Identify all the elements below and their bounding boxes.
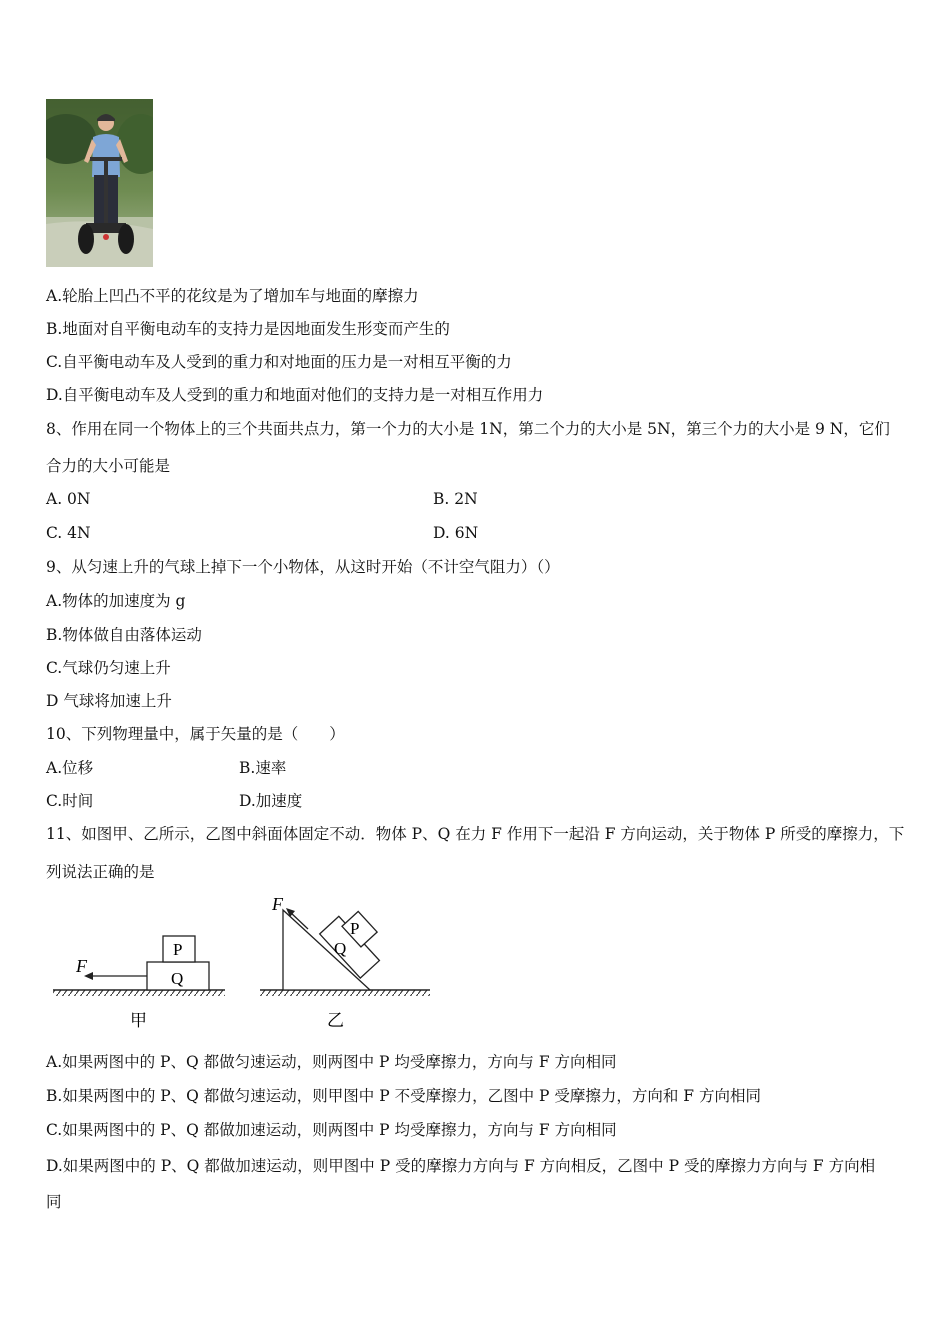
q10-option-d: D.加速度 [239,792,303,810]
q7-option-c: C.自平衡电动车及人受到的重力和对地面的压力是一对相互平衡的力 [46,353,512,371]
q7-option-a: A.轮胎上凹凸不平的花纹是为了增加车与地面的摩擦力 [46,287,419,305]
q10-option-b: B.速率 [239,759,287,777]
label-f-left: F [76,956,87,976]
label-q-right: Q [334,939,347,958]
caption-jia: 甲 [130,1011,147,1031]
q9-option-a: A.物体的加速度为 g [46,592,186,610]
q9-stem: 9、从匀速上升的气球上掉下一个小物体，从这时开始（不计空气阻力）（） [46,558,560,576]
q8-stem-line1: 8、作用在同一个物体上的三个共面共点力，第一个力的大小是 1N，第二个力的大小是 5N，第三个力的大小是 9 N，它们 [46,420,890,438]
ground-right [260,990,430,996]
q9-option-d: D 气球将加速上升 [46,692,172,710]
q11-option-d: D.如果两图中的 P、Q 都做加速运动，则甲图中 P 受的摩擦力方向与 F 方向相反，乙图中 P 受的摩擦力方向与 F 方向相 [46,1157,876,1175]
label-f-right: F [272,894,283,914]
label-q-left: Q [171,969,184,988]
q8-option-c: C. 4N [46,524,91,542]
q11-stem-line2: 列说法正确的是 [46,863,155,881]
q9-option-b: B.物体做自由落体运动 [46,626,202,644]
label-p-left: P [173,940,183,959]
segway-rider-photo [46,99,153,267]
q9-option-c: C.气球仍匀速上升 [46,659,171,677]
q11-option-d-wrap: 同 [46,1193,62,1211]
q11-stem-line1: 11、如图甲、乙所示，乙图中斜面体固定不动．物体 P、Q 在力 F 作用下一起沿 F 方向运动，关于物体 P 所受的摩擦力，下 [46,825,905,843]
friction-figure [40,890,450,1040]
q8-option-d: D. 6N [433,524,479,542]
q8-option-a: A. 0N [46,490,91,508]
ground-left [53,990,225,996]
q7-option-b: B.地面对自平衡电动车的支持力是因地面发生形变而产生的 [46,320,450,338]
caption-yi: 乙 [327,1011,344,1031]
q10-option-c: C.时间 [46,792,94,810]
q10-option-a: A.位移 [46,759,94,777]
q11-option-a: A.如果两图中的 P、Q 都做匀速运动，则两图中 P 均受摩擦力，方向与 F 方向相同 [46,1053,617,1071]
q10-stem: 10、下列物理量中，属于矢量的是（ ） [46,725,345,743]
q11-option-b: B.如果两图中的 P、Q 都做匀速运动，则甲图中 P 不受摩擦力，乙图中 P 受摩擦力，方向和 F 方向相同 [46,1087,761,1105]
q7-option-d: D.自平衡电动车及人受到的重力和地面对他们的支持力是一对相互作用力 [46,386,544,404]
q8-stem-line2: 合力的大小可能是 [46,457,171,475]
q11-option-c: C.如果两图中的 P、Q 都做加速运动，则两图中 P 均受摩擦力，方向与 F 方向相同 [46,1121,617,1139]
label-p-right: P [350,919,360,938]
q8-option-b: B. 2N [433,490,478,508]
